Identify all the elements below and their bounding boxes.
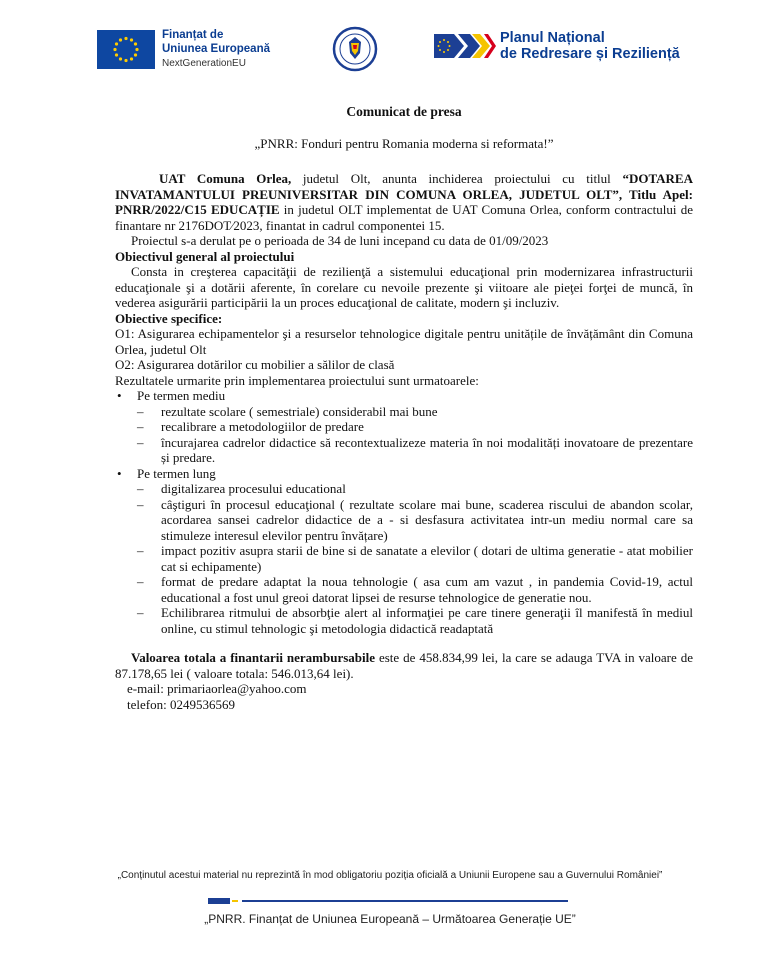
footer-tagline: „PNRR. Finanțat de Uniunea Europeană – Următoarea Generație UE” (204, 912, 576, 926)
eu-line2: Uniunea Europeană (162, 43, 270, 55)
results-sublist (115, 481, 693, 636)
intro-text-1: judetul Olt, anunta inchiderea proiectului cu titlul (291, 171, 623, 186)
list-item: – format de predare adaptat la noua tehnologie ( asa cum am vazut , in pandemia Covid-19, actul educational a fost unul greoi datorat lipsei de resurse tehnologice de generatie nou. (115, 574, 693, 605)
contact-phone: telefon: 0249536569 (127, 696, 235, 712)
eu-flag-icon (97, 30, 155, 69)
general-objective-text: Consta in creşterea capacităţii de rezilienţă a sistemului educaţional prin modernizarea infrastructurii educaţionale şi a dotării aferente, în corelare cu nevoile prezente şi viitoare ale pieţei forţei de muncă, în vederea asigurării participării la un proces educaţional de calitate, modern şi incluziv. (115, 264, 693, 310)
footer-divider (208, 898, 568, 904)
eu-funding-label (162, 28, 270, 71)
general-objective-heading: Obiectivul general al proiectului (115, 248, 295, 264)
results-sublist (115, 404, 693, 466)
eu-line1: Finanțat de (162, 29, 224, 41)
list-item (115, 388, 693, 466)
intro-text-2: in judetul OLT implementat de UAT Comuna Orlea, conform contractului de finantare nr 2176DOT⁄2023, finantat in cadrul componentei 15. (115, 202, 694, 233)
project-period: Proiectul s-a derulat pe o perioada de 34 de luni incepand cu data de 01/09/2023 (131, 233, 549, 248)
intro-entity: UAT Comuna Orlea, (159, 171, 292, 186)
list-item: – câştiguri în procesul educaţional ( rezultate scolare mai bune, scaderea riscului de abandon scolar, acordarea sansei cadrelor didactice de a - si desfasura activitatea intr-un mediu normal care sa stimuleze interesul elevilor pentru învățare) (115, 497, 693, 544)
funding-value-text: este de 458.834,99 lei, la care se adauga TVA in valoare de 87.178,65 lei ( valoare totala: 546.013,64 lei). (115, 650, 694, 681)
document-subtitle: „PNRR: Fonduri pentru Romania moderna si reformata!” (254, 135, 554, 151)
pnrr-line1: Planul Național (500, 30, 605, 46)
press-release-body (115, 104, 693, 712)
pnrr-logo-icon (434, 31, 496, 61)
eu-line3: NextGenerationEU (162, 58, 246, 69)
list-item: – recalibrare a metodologiilor de predare (115, 419, 693, 435)
results-list (115, 388, 693, 636)
objective-o1: O1: Asigurarea echipamentelor şi a resurselor tehnologice digitale pentru unitățile de învățământ din Comuna Orlea, judetul Olt (115, 326, 693, 357)
contact-email: e-mail: primariaorlea@yahoo.com (127, 681, 307, 696)
term-label: Pe termen lung (137, 465, 216, 481)
document-title: Comunicat de presa (346, 104, 462, 119)
list-item: – impact pozitiv asupra starii de bine si de sanatate a elevilor ( dotari de ultima generatie - atat mobilier cat si echipamente) (115, 543, 693, 574)
footer-disclaimer: „Conținutul acestui material nu reprezintă în mod obligatoriu poziția oficială a Uniunii Europene sau a Guvernului României” (117, 870, 663, 881)
list-item: – Echilibrarea ritmului de absorbţie alert al informaţiei pe care tinere generaţii îl manifestă în mediul online, cu stimul tehnologic şi metodologia didactică readaptată (115, 605, 693, 636)
term-label: Pe termen mediu (137, 388, 226, 403)
specific-objectives-heading: Obiective specifice: (115, 310, 223, 326)
funding-value-label: Valoarea totala a finantarii nerambursabile (131, 650, 376, 665)
intro-project-title: “DOTAREA INVATAMANTULUI PREUNIVERSITAR DIN COMUNA ORLEA, JUDETUL OLT”, Titlu Apel: PNRR/2022/C15 EDUCAȚIE (115, 171, 693, 217)
list-item: – rezultate scolare ( semestriale) considerabil mai bune (115, 404, 693, 420)
objective-o2: O2: Asigurarea dotărilor cu mobilier a sălilor de clasă (115, 357, 395, 372)
list-item (115, 466, 693, 637)
results-intro: Rezultatele urmarite prin implementarea proiectului sunt urmatoarele: (115, 372, 479, 388)
intro-paragraph (115, 171, 693, 233)
header (0, 22, 768, 80)
government-seal-icon (332, 26, 378, 72)
list-item: – digitalizarea procesului educational (115, 481, 693, 497)
funding-value (115, 650, 693, 681)
pnrr-line2: de Redresare și Reziliență (500, 46, 680, 62)
pnrr-label (500, 30, 680, 62)
list-item: – încurajarea cadrelor didactice să recontextualizeze materia în noi modalități inovatoare de prezentare și predare. (115, 435, 693, 466)
